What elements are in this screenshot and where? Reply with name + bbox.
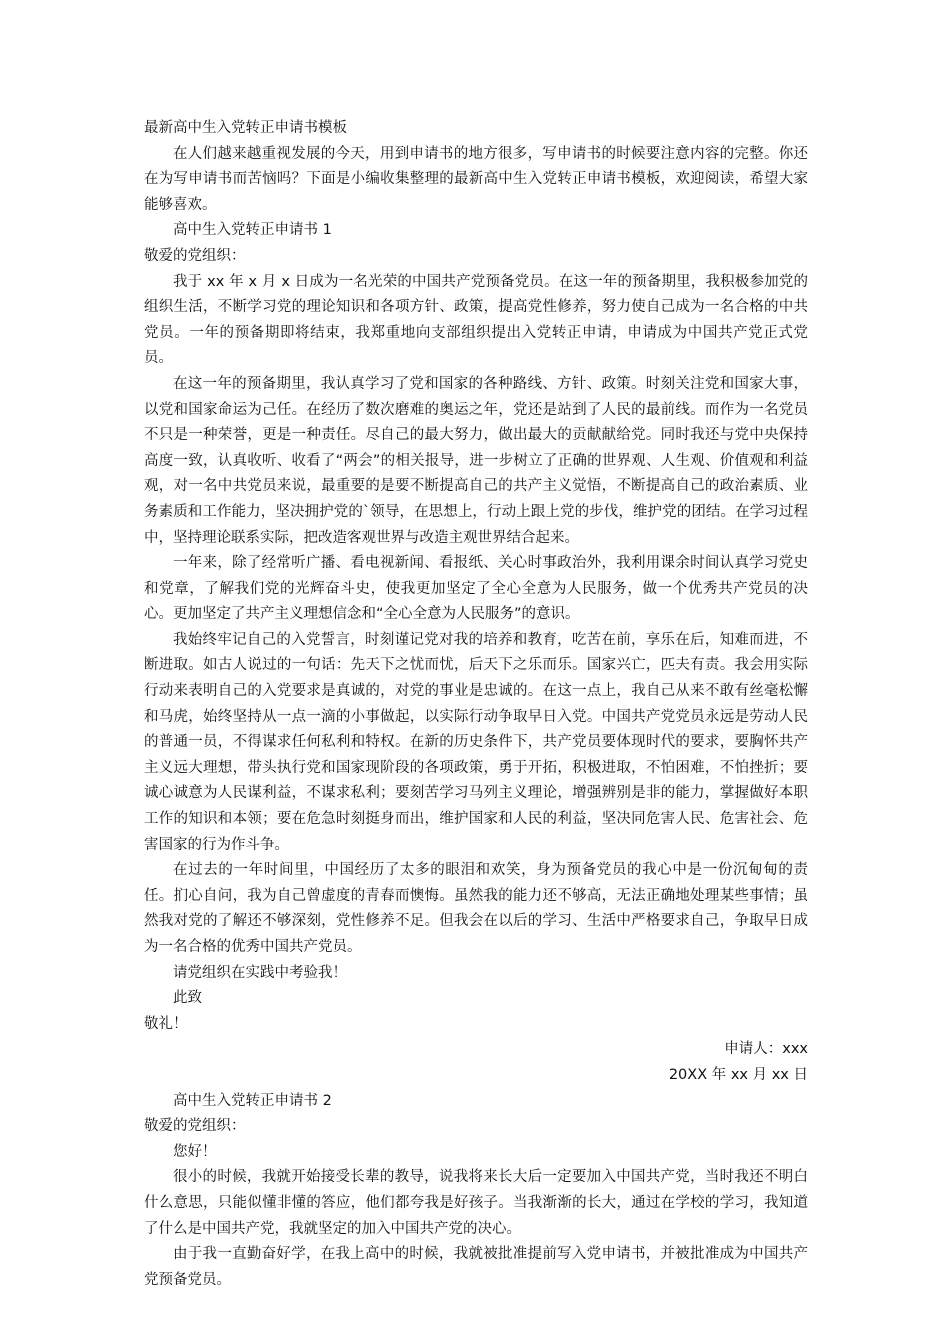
letter1-date: 20XX 年 xx 月 xx 日 — [668, 1066, 808, 1083]
letter1-heading: 高中生入党转正申请书 1 — [173, 222, 332, 239]
letter1-cizhi: 此致 — [173, 990, 202, 1007]
letter1-closing: 敬礼！ — [144, 1015, 188, 1032]
letter2-greeting: 您好！ — [173, 1143, 217, 1160]
intro-paragraph: 在人们越来越重视发展的今天，用到申请书的地方很多，写申请书的时候要注意内容的完整。你还在为写申请书而苦恼吗？下面是小编收集整理的最新高中生入党转正申请书模板，欢迎阅读，希望大家能够喜欢。 — [144, 145, 808, 213]
letter1-request: 请党组织在实践中考验我！ — [173, 964, 347, 981]
document-page — [144, 116, 808, 1293]
letter1-paragraph: 一年来，除了经常听广播、看电视新闻、看报纸、关心时事政治外，我利用课余时间认真学习党史和党章，了解我们党的光辉奋斗史，使我更加坚定了全心全意为人民服务，做一个优秀共产党员的决心。更加坚定了共产主义理想信念和“全心全意为人民服务”的意识。 — [144, 555, 808, 623]
letter1-paragraph: 在这一年的预备期里，我认真学习了党和国家的各种路线、方针、政策。时刻关注党和国家大事，以党和国家命运为己任。在经历了数次磨难的奥运之年，党还是站到了人民的最前线。而作为一名党员不只是一种荣誉，更是一种责任。尽自己的最大努力，做出最大的贡献献给党。同时我还与党中央保持高度一致，认真收听、收看了“两会”的相关报导，进一步树立了正确的世界观、人生观、价值观和利益观，对一名中共党员来说，最重要的是要不断提高自己的共产主义觉悟，不断提高自己的政治素质、业务素质和工作能力，坚决拥护党的`领导，在思想上，行动上跟上党的步伐，维护党的团结。在学习过程中，坚持理论联系实际，把改造客观世界与改造主观世界结合起来。 — [144, 375, 808, 546]
letter2-paragraph: 很小的时候，我就开始接受长辈的教导，说我将来长大后一定要加入中国共产党，当时我还不明白什么意思，只能似懂非懂的答应，他们都夸我是好孩子。当我渐渐的长大，通过在学校的学习，我知道了什么是中国共产党，我就坚定的加入中国共产党的决心。 — [144, 1169, 808, 1237]
letter1-paragraph: 我于 xx 年 x 月 x 日成为一名光荣的中国共产党预备党员。在这一年的预备期里，我积极参加党的组织生活，不断学习党的理论知识和各项方针、政策，提高党性修养，努力使自己成为一名合格的中共党员。一年的预备期即将结束，我郑重地向支部组织提出入党转正申请，申请成为中国共产党正式党员。 — [144, 273, 808, 367]
letter1-applicant: 申请人：xxx — [724, 1041, 808, 1058]
letter1-paragraph: 在过去的一年时间里，中国经历了太多的眼泪和欢笑，身为预备党员的我心中是一份沉甸甸的责任。扪心自问，我为自己曾虚度的青春而懊悔。虽然我的能力还不够高，无法正确地处理某些事情；虽然我对党的了解还不够深刻，党性修养不足。但我会在以后的学习、生活中严格要求自己，争取早日成为一名合格的优秀中国共产党员。 — [144, 862, 808, 955]
letter1-paragraph: 我始终牢记自己的入党誓言，时刻谨记党对我的培养和教育，吃苦在前，享乐在后，知难而进，不断进取。如古人说过的一句话：先天下之忧而忧，后天下之乐而乐。国家兴亡，匹夫有责。我会用实际行动来表明自己的入党要求是真诚的，对党的事业是忠诚的。在这一点上，我自己从来不敢有丝毫松懈和马虎，始终坚持从一点一滴的小事做起，以实际行动争取早日入党。中国共产党党员永远是劳动人民的普通一员，不得谋求任何私利和特权。在新的历史条件下，共产党员要体现时代的要求，要胸怀共产主义远大理想，带头执行党和国家现阶段的各项政策，勇于开拓，积极进取，不怕困难，不怕挫折；要诚心诚意为人民谋利益，不谋求私利；要刻苦学习马列主义理论，增强辨别是非的能力，掌握做好本职工作的知识和本领；要在危急时刻挺身而出，维护国家和人民的利益，坚决同危害人民、危害社会、危害国家的行为作斗争。 — [144, 631, 808, 853]
letter2-paragraph: 由于我一直勤奋好学，在我上高中的时候，我就被批准提前写入党申请书，并被批准成为中国共产党预备党员。 — [144, 1246, 808, 1288]
document-title: 最新高中生入党转正申请书模板 — [144, 120, 347, 136]
letter1-salutation: 敬爱的党组织： — [144, 247, 246, 264]
letter2-heading: 高中生入党转正申请书 2 — [173, 1092, 332, 1109]
letter2-salutation: 敬爱的党组织： — [144, 1118, 246, 1135]
